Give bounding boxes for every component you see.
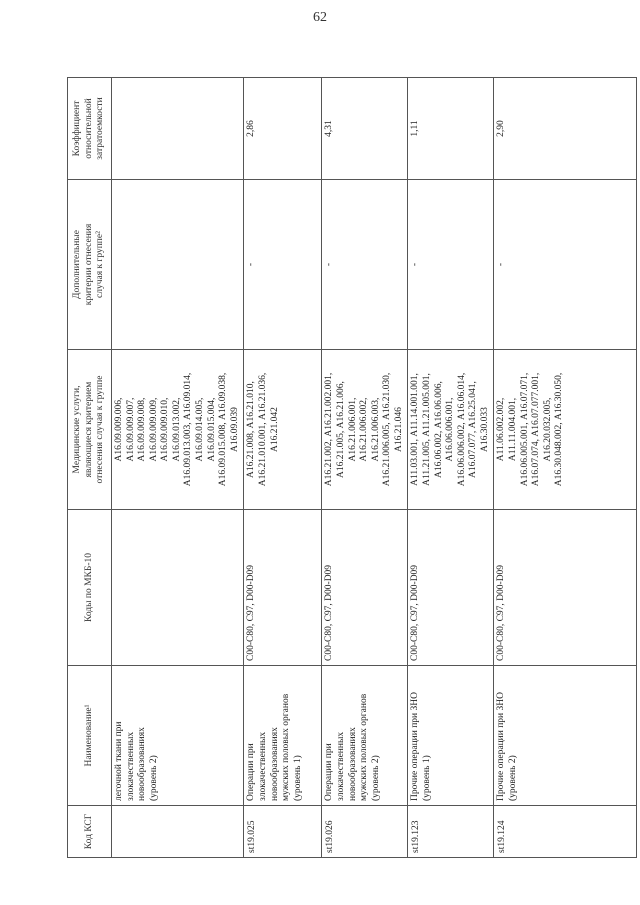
service-line: А16.06.006.002, А16.06.014, [456, 372, 467, 487]
header-criteria [68, 180, 112, 350]
service-line: А16.09.009.007, [125, 397, 136, 462]
cell-mkb: C00-C80, C97, D00-D09 [244, 510, 322, 666]
service-line: А16.20.032.005, [542, 397, 553, 462]
cell-coef: 4,31 [322, 78, 408, 180]
cell-services [408, 350, 494, 510]
cell-name [112, 666, 244, 806]
cell-criteria: - [322, 180, 408, 350]
service-line: А16.09.039 [229, 407, 240, 452]
name-line: Прочие операции при ЗНО [410, 692, 421, 801]
cell-name [494, 666, 637, 806]
name-line: (уровень 1) [421, 755, 432, 801]
cell-mkb: C00-C80, C97, D00-D09 [408, 510, 494, 666]
service-line: А16.30.033 [479, 407, 490, 452]
cell-mkb: C00-C80, C97, D00-D09 [494, 510, 637, 666]
service-line: А16.30.048.002, А16.30.050, [554, 372, 565, 487]
header-criteria-line: Дополнительные [72, 230, 83, 299]
cell-coef: 1,11 [408, 78, 494, 180]
cell-code: st19.123 [408, 806, 494, 858]
service-line: А16.09.009.009, [148, 397, 159, 462]
service-line: А16.21.006.003, [370, 397, 381, 462]
header-name: Наименование¹ [68, 666, 112, 806]
name-line: новообразованиях [347, 727, 358, 801]
table-row [494, 78, 637, 858]
header-mkb: Коды по МКБ-10 [68, 510, 112, 666]
service-line: А16.09.009.008, [137, 397, 148, 462]
service-line: А16.21.002, А16.21.002.001, [324, 372, 335, 487]
table-row [408, 78, 494, 858]
cell-services [322, 350, 408, 510]
name-line: новообразованиях [269, 727, 280, 801]
name-line: Операции при [246, 743, 257, 801]
ksg-table [67, 77, 637, 858]
name-line: злокачественных [125, 731, 136, 801]
service-line: А16.06.002, А16.06.006, [433, 381, 444, 478]
cell-code [112, 806, 244, 858]
name-line: (уровень 1) [292, 755, 303, 801]
service-line: А16.21.008, А16.21.010, [246, 381, 257, 478]
cell-code: st19.026 [322, 806, 408, 858]
service-line: А11.11.004.001, [508, 397, 519, 462]
header-criteria-line: случая к группе² [95, 231, 106, 298]
cell-coef: 2,86 [244, 78, 322, 180]
name-line: злокачественных [257, 731, 268, 801]
cell-coef: 2,90 [494, 78, 637, 180]
service-line: А16.21.046 [393, 407, 404, 452]
cell-name [408, 666, 494, 806]
name-line: (уровень 2) [508, 755, 519, 801]
cell-name [244, 666, 322, 806]
name-line: новообразованиях [137, 727, 148, 801]
cell-services [112, 350, 244, 510]
cell-services [494, 350, 637, 510]
header-services-line: Медицинские услуги, [72, 385, 83, 474]
cell-criteria: - [244, 180, 322, 350]
service-line: А16.06.005.001, А16.07.071, [519, 372, 530, 487]
header-services [68, 350, 112, 510]
table-row [322, 78, 408, 858]
header-coef-line: относительной [83, 98, 94, 159]
name-line: мужских половых органов [281, 693, 292, 801]
name-line: Операции при [324, 743, 335, 801]
name-line: (уровень 2) [148, 755, 159, 801]
service-line: А16.09.015.004, [206, 397, 217, 462]
service-line: А16.21.006.001, [347, 397, 358, 462]
cell-mkb: C00-C80, C97, D00-D09 [322, 510, 408, 666]
service-line: А16.21.006.005, А16.21.030, [382, 372, 393, 487]
header-services-line: являющиеся критерием [83, 381, 94, 478]
header-coef-line: затратоемкости [95, 97, 106, 160]
cell-code: st19.025 [244, 806, 322, 858]
header-coef-line: Коэффициент [72, 100, 83, 157]
service-line: А16.09.015.008, А16.09.038, [218, 372, 229, 487]
cell-name [322, 666, 408, 806]
service-line: А16.09.013.002, [171, 397, 182, 462]
cell-criteria [112, 180, 244, 350]
rotated-table-container [67, 78, 612, 858]
cell-code: st19.124 [494, 806, 637, 858]
header-criteria-line: критерии отнесения [83, 223, 94, 306]
cell-mkb [112, 510, 244, 666]
table-row [244, 78, 322, 858]
name-line: злокачественных [335, 731, 346, 801]
name-line: Прочие операции при ЗНО [496, 692, 507, 801]
service-line: А11.21.005, А11.21.005.001, [421, 373, 432, 486]
name-line: легочной ткани при [114, 721, 124, 801]
name-line: (уровень 2) [370, 755, 381, 801]
service-line: А16.21.006.002, [359, 397, 370, 462]
page-number: 62 [313, 10, 327, 25]
table-row [112, 78, 244, 858]
service-line: А16.07.077, А16.25.041, [468, 381, 479, 478]
service-line: А16.09.014.005, [195, 397, 206, 462]
service-line: А16.09.009.006, [114, 397, 124, 462]
name-line: мужских половых органов [359, 693, 370, 801]
header-coef [68, 78, 112, 180]
service-line: А11.06.002.002, [496, 397, 507, 462]
service-line: А16.21.042 [269, 407, 280, 452]
header-services-line: отнесения случая к группе [95, 375, 106, 484]
service-line: А16.09.013.003, А16.09.014, [183, 372, 194, 487]
service-line: А16.09.009.010, [160, 397, 171, 462]
table-header-row [68, 78, 112, 858]
service-line: А16.06.006.001, [445, 397, 456, 462]
service-line: А16.07.074, А16.07.077.001, [531, 372, 542, 487]
header-code: Код КСГ [68, 806, 112, 858]
service-line: А16.21.005, А16.21.006, [335, 381, 346, 478]
cell-coef [112, 78, 244, 180]
service-line: А16.21.010.001, А16.21.036, [257, 372, 268, 487]
service-line: А11.03.001, А11.14.001.001, [410, 373, 421, 486]
cell-criteria: - [408, 180, 494, 350]
cell-services [244, 350, 322, 510]
cell-criteria: - [494, 180, 637, 350]
